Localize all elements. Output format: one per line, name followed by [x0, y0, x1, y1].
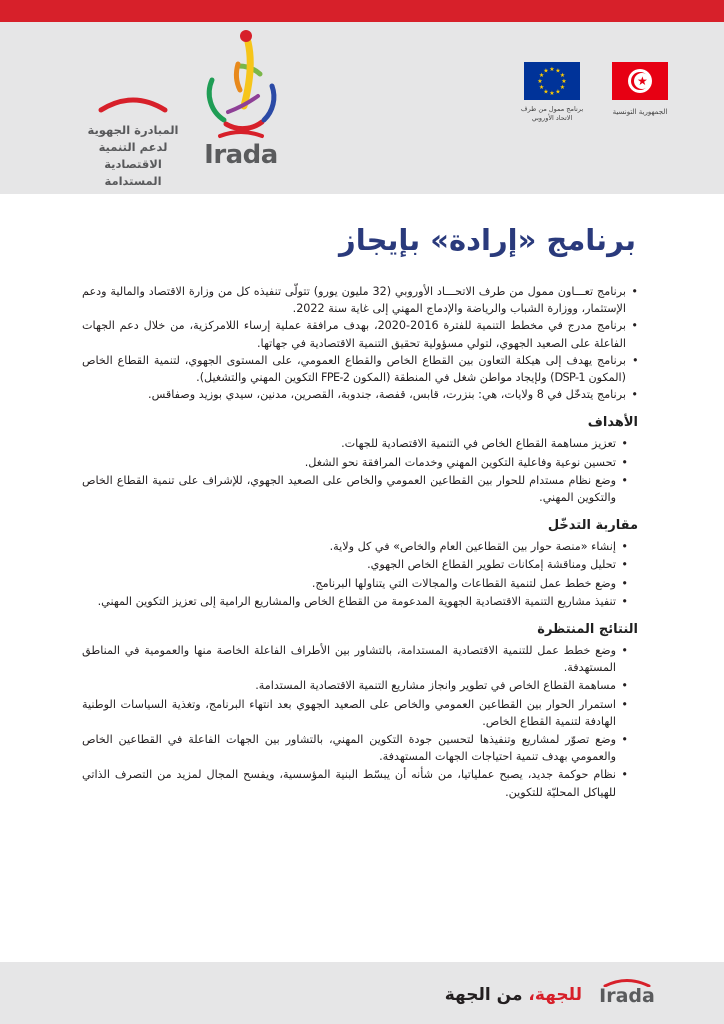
svg-text:★: ★	[561, 78, 567, 85]
approach-item: • وضع خطط عمل لتنمية القطاعات والمجالات التي يتناولها البرنامج.	[82, 575, 628, 592]
results-section	[82, 619, 638, 801]
results-list	[82, 642, 638, 801]
top-red-strip	[0, 0, 724, 22]
svg-text:★: ★	[555, 67, 561, 75]
footer-irada-logo-text: Irada	[599, 985, 655, 1007]
tunisia-logo	[610, 62, 670, 117]
approach-list	[82, 538, 638, 610]
svg-text:★: ★	[559, 72, 566, 79]
objective-item: • تعزيز مساهمة القطاع الخاص في التنمية الاقتصادية للجهات.	[82, 435, 628, 452]
svg-text:★: ★	[559, 84, 566, 91]
objective-item: • تحسين نوعية وفاعلية التكوين المهني وخدمات المرافقة نحو الشغل.	[82, 454, 628, 471]
svg-text:★: ★	[538, 84, 545, 91]
svg-text:★: ★	[549, 90, 555, 97]
intro-item: • برنامج تعـــاون ممول من طرف الاتحـــاد الأوروبي (32 مليون يورو) تتولّى تنفيذه كل من وزارة الاقتصاد والمالية ودعم الإستثمار، ووزارة الشباب والرياضة والإدماج المهني إلى غاية سنة 2022.	[82, 283, 638, 317]
svg-text:★: ★	[538, 72, 545, 79]
tunisia-flag-icon: ★	[612, 62, 668, 100]
result-item: • وضع تصوّر لمشاريع وتنفيذها لتحسين جودة التكوين المهني، بالتشاور بين الجهات الفاعلة في القطاعين الخاص والعمومي بهدف تنمية احتياجات الجهات المستهدفة.	[82, 731, 628, 765]
intro-item: • برنامج يهدف إلى هيكلة التعاون بين القطاع الخاص والقطاع العمومي، على المستوى الجهوي، لتنمية القطاع الخاص (المكون DSP-1) ولإيجاد مواطن شغل في المنطقة (المكون FPE-2 التكوين المهني والتشغيل).	[82, 352, 638, 386]
intro-list	[82, 283, 638, 403]
tunisia-caption: الجمهورية التونسية	[612, 108, 668, 116]
irada-logo	[198, 28, 284, 178]
svg-text:★: ★	[543, 88, 549, 96]
initiative-line-3: الاقتصادية المستدامة	[104, 157, 162, 188]
intro-item: • برنامج يتدخّل في 8 ولايات، هي: بنزرت، قابس، قفصة، جندوبة، القصرين، مدنين، سيدي بوزيد وصفاقس.	[82, 386, 638, 403]
result-item: • مساهمة القطاع الخاص في تطوير وانجاز مشاريع التنمية الاقتصادية المستدامة.	[82, 677, 628, 694]
slogan-red-part: للجهة،	[528, 985, 582, 1005]
objectives-list	[82, 435, 638, 506]
approach-item: • إنشاء «منصة حوار بين القطاعين العام والخاص» في كل ولاية.	[82, 538, 628, 555]
svg-text:★: ★	[555, 88, 561, 96]
approach-heading: مقاربة التدخّل	[547, 518, 638, 534]
approach-item: • تنفيذ مشاريع التنمية الاقتصادية الجهوية المدعومة من القطاع الخاص والمشاريع الرامية إلى تعزيز التكوين المهني.	[82, 593, 628, 610]
red-arc-icon	[97, 92, 169, 114]
page-title: برنامج «إرادة» بإيجاز	[339, 223, 636, 257]
approach-item: • تحليل ومناقشة إمكانات تطوير القطاع الخاص الجهوي.	[82, 556, 628, 573]
svg-text:★: ★	[549, 66, 555, 73]
main-content	[82, 283, 638, 802]
eu-logo	[520, 62, 584, 123]
result-item: • استمرار الحوار بين القطاعين العمومي والخاص على الصعيد الجهوي بعد انتهاء البرنامج، وتغذية السياسات الوطنية الهادفة لتنمية القطاع الخاص.	[82, 696, 628, 730]
objectives-section	[82, 412, 638, 506]
result-item: • نظام حوكمة جديد، يصبح عملياتيا، من شأنه أن يبسّط البنية المؤسسية، ويفسح المجال لمزيد من التصرف الذاتي للهياكل المحليّة للتكوين.	[82, 766, 628, 800]
results-heading: النتائج المنتظرة	[537, 622, 638, 638]
intro-item: • برنامج مدرج في مخطط التنمية للفترة 2016-2020، بهدف مرافقة عملية إرساء اللامركزية، من خلال دعم الجهات الفاعلة على الصعيد الجهوي، لتولي مسؤولية تحقيق التنمية الاقتصادية في جهاتها.	[82, 317, 638, 351]
objective-item: • وضع نظام مستدام للحوار بين القطاعين العمومي والخاص على الصعيد الجهوي، للإشراف على تنمية القطاع الخاص والتكوين المهني.	[82, 472, 628, 506]
initiative-line-1: المبادرة الجهوية	[87, 123, 179, 137]
result-item: • وضع خطط عمل للتنمية الاقتصادية المستدامة، بالتشاور بين الأطراف الفاعلة الخاصة منها والعمومية في المناطق المستهدفة.	[82, 642, 628, 676]
footer-irada-logo	[594, 977, 660, 1009]
objectives-heading: الأهداف	[587, 415, 638, 431]
irada-logo-text: Irada	[204, 140, 278, 170]
svg-text:★: ★	[543, 67, 549, 75]
slogan-dark-part: من الجهة	[444, 985, 523, 1005]
footer-slogan	[445, 983, 582, 1007]
initiative-block	[76, 92, 190, 190]
approach-section	[82, 515, 638, 610]
initiative-line-2: لدعم التنمية	[98, 140, 168, 154]
eu-caption: برنامج ممول من طرف الاتحاد الأوروبي	[520, 105, 584, 122]
svg-text:★: ★	[537, 78, 543, 85]
eu-flag-icon	[524, 62, 580, 100]
irada-emblem-icon	[198, 28, 284, 146]
